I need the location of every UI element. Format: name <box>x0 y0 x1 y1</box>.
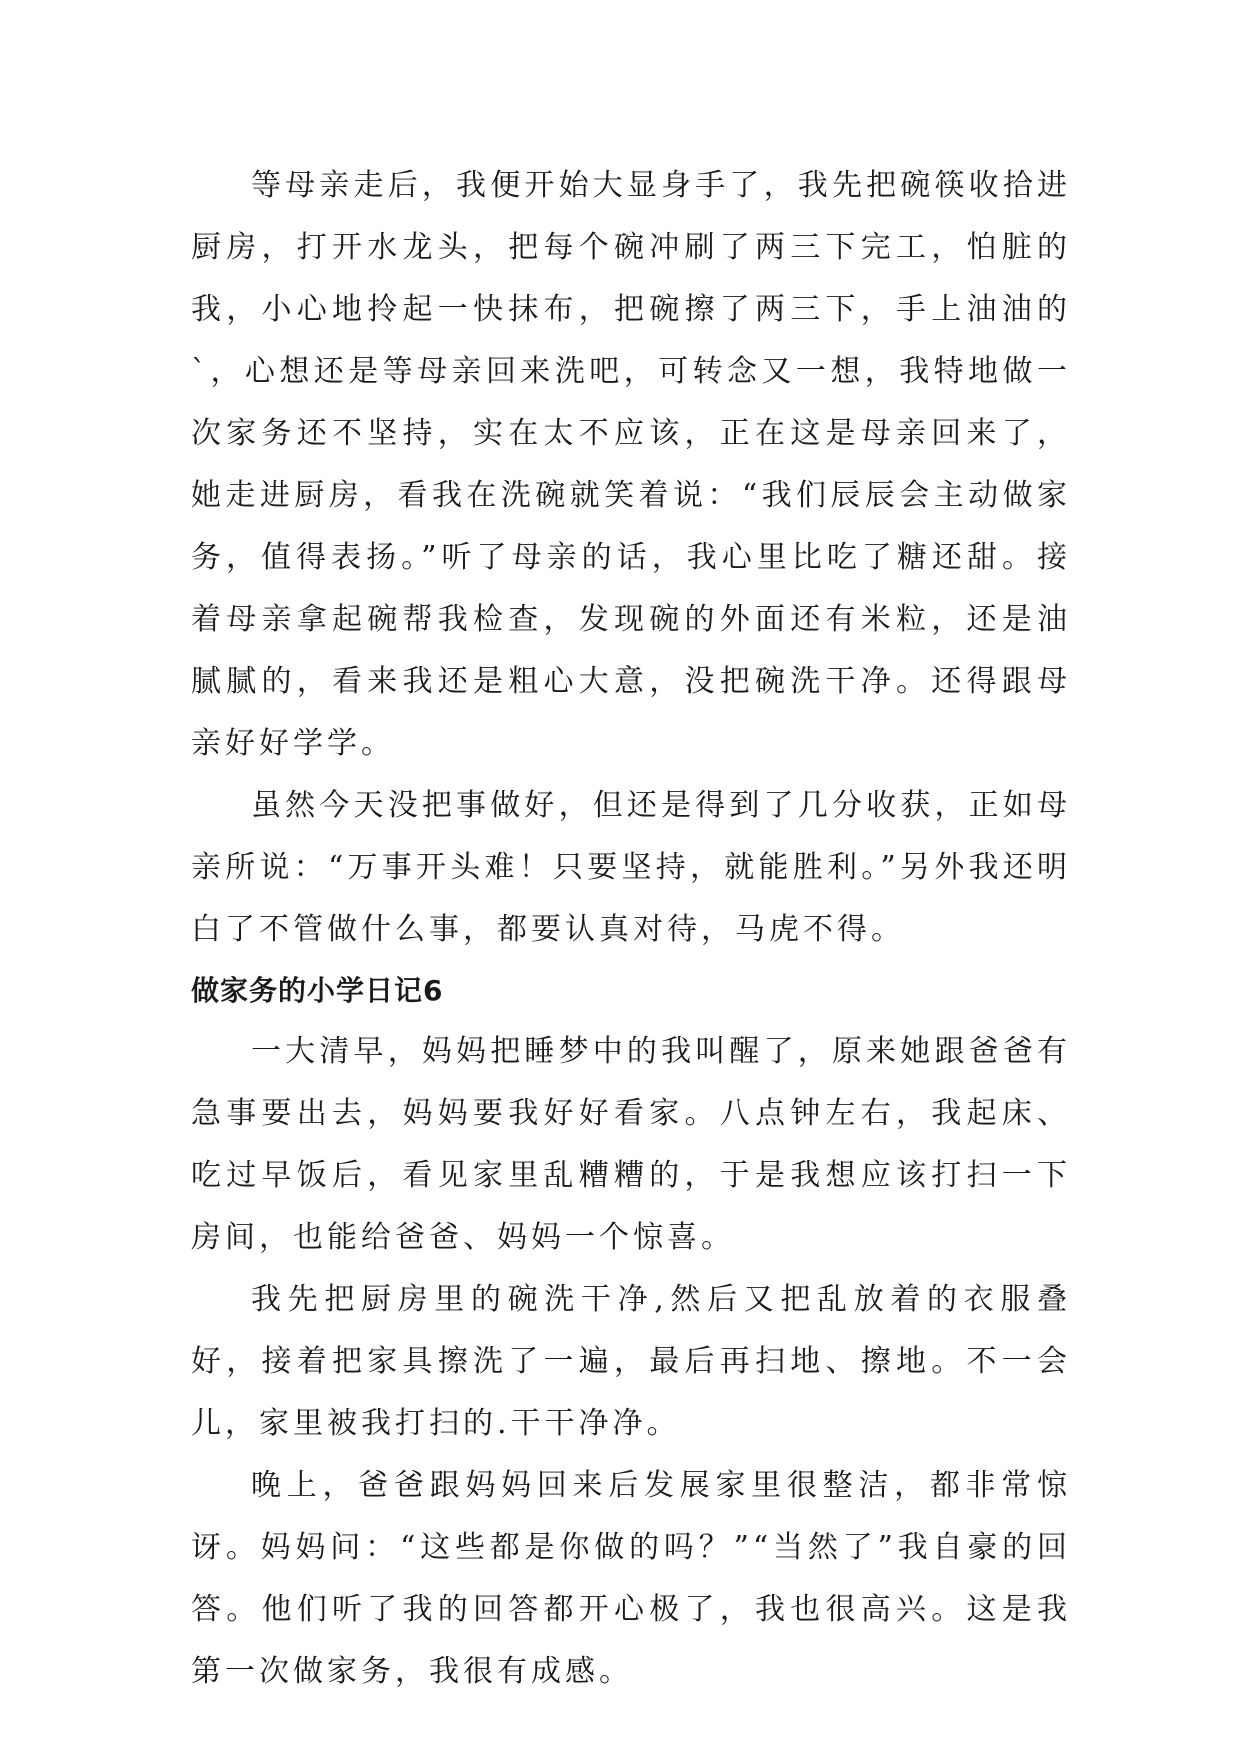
paragraph: 虽然今天没把事做好，但还是得到了几分收获，正如母亲所说：“万事开头难！只要坚持，就能胜利。”另外我还明白了不管做什么事，都要认真对待，马虎不得。 <box>191 788 1071 947</box>
document-body <box>191 155 1071 1703</box>
paragraph: 一大清早，妈妈把睡梦中的我叫醒了，原来她跟爸爸有急事要出去，妈妈要我好好看家。八点钟左右，我起床、吃过早饭后，看见家里乱糟糟的，于是我想应该打扫一下房间，也能给爸爸、妈妈一个惊喜。 <box>191 1034 1071 1255</box>
paragraph: 晚上，爸爸跟妈妈回来后发展家里很整洁，都非常惊讶。妈妈问：“这些都是你做的吗？”“当然了”我自豪的回答。他们听了我的回答都开心极了，我也很高兴。这是我第一次做家务，我很有成感。 <box>191 1468 1071 1689</box>
paragraph: 等母亲走后，我便开始大显身手了，我先把碗筷收拾进厨房，打开水龙头，把每个碗冲刷了两三下完工，怕脏的我，小心地拎起一快抹布，把碗擦了两三下，手上油油的`，心想还是等母亲回来洗吧，可转念又一想，我特地做一次家务还不坚持，实在太不应该，正在这是母亲回来了，她走进厨房，看我在洗碗就笑着说：“我们辰辰会主动做家务，值得表扬。”听了母亲的话，我心里比吃了糖还甜。接着母亲拿起碗帮我检查，发现碗的外面还有米粒，还是油腻腻的，看来我还是粗心大意，没把碗洗干净。还得跟母亲好好学学。 <box>191 168 1071 761</box>
paragraph: 我先把厨房里的碗洗干净,然后又把乱放着的衣服叠好，接着把家具擦洗了一遍，最后再扫地、擦地。不一会儿，家里被我打扫的.干干净净。 <box>191 1282 1071 1441</box>
section-title: 做家务的小学日记6 <box>191 974 444 1007</box>
